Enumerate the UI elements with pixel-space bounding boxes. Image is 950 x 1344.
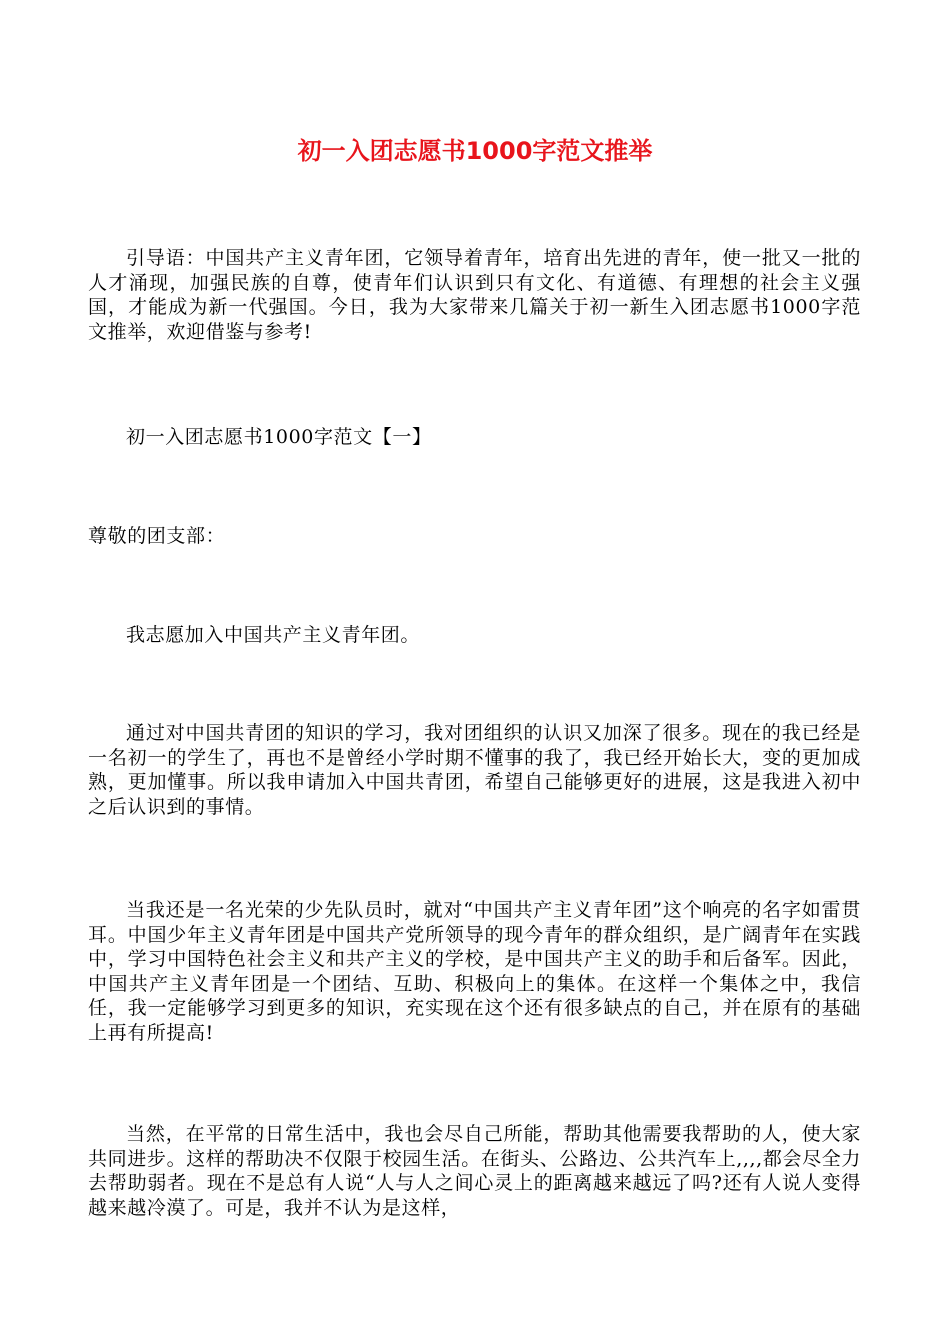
body-paragraph: 我志愿加入中国共产主义青年团。 <box>126 624 421 646</box>
body-paragraph: 当然，在平常的日常生活中，我也会尽自己所能，帮助其他需要我帮助的人，使大家共同进步。这样的帮助决不仅限于校园生活。在街头、公路边、公共汽车上,,,,都会尽全力去帮助弱者。现在不是总有人说“人与人之间心灵上的距离越来越远了吗?还有人说人变得越来越冷漠了。可是，我并不认为是这样， <box>88 1123 861 1219</box>
document-title: 初一入团志愿书1000字范文推举 <box>297 137 653 165</box>
section-heading: 初一入团志愿书1000字范文【一】 <box>126 426 432 448</box>
salutation: 尊敬的团支部： <box>88 525 226 547</box>
intro-paragraph: 引导语：中国共产主义青年团，它领导着青年，培育出先进的青年，使一批又一批的人才涌现，加强民族的自尊，使青年们认识到只有文化、有道德、有理想的社会主义强国，才能成为新一代强国。今日，我为大家带来几篇关于初一新生入团志愿书1000字范文推举，欢迎借鉴与参考! <box>88 247 861 343</box>
body-paragraph: 当我还是一名光荣的少先队员时，就对“中国共产主义青年团”这个响亮的名字如雷贯耳。中国少年主义青年团是中国共产党所领导的现今青年的群众组织，是广阔青年在实践中，学习中国特色社会主义和共产主义的学校，是中国共产主义的助手和后备军。因此，中国共产主义青年团是一个团结、互助、积极向上的集体。在这样一个集体之中，我信任，我一定能够学习到更多的知识，充实现在这个还有很多缺点的自己，并在原有的基础上再有所提高! <box>88 899 861 1044</box>
body-paragraph: 通过对中国共青团的知识的学习，我对团组织的认识又加深了很多。现在的我已经是一名初一的学生了，再也不是曾经小学时期不懂事的我了，我已经开始长大，变的更加成熟，更加懂事。所以我申请加入中国共青团，希望自己能够更好的进展，这是我进入初中之后认识到的事情。 <box>88 722 861 818</box>
